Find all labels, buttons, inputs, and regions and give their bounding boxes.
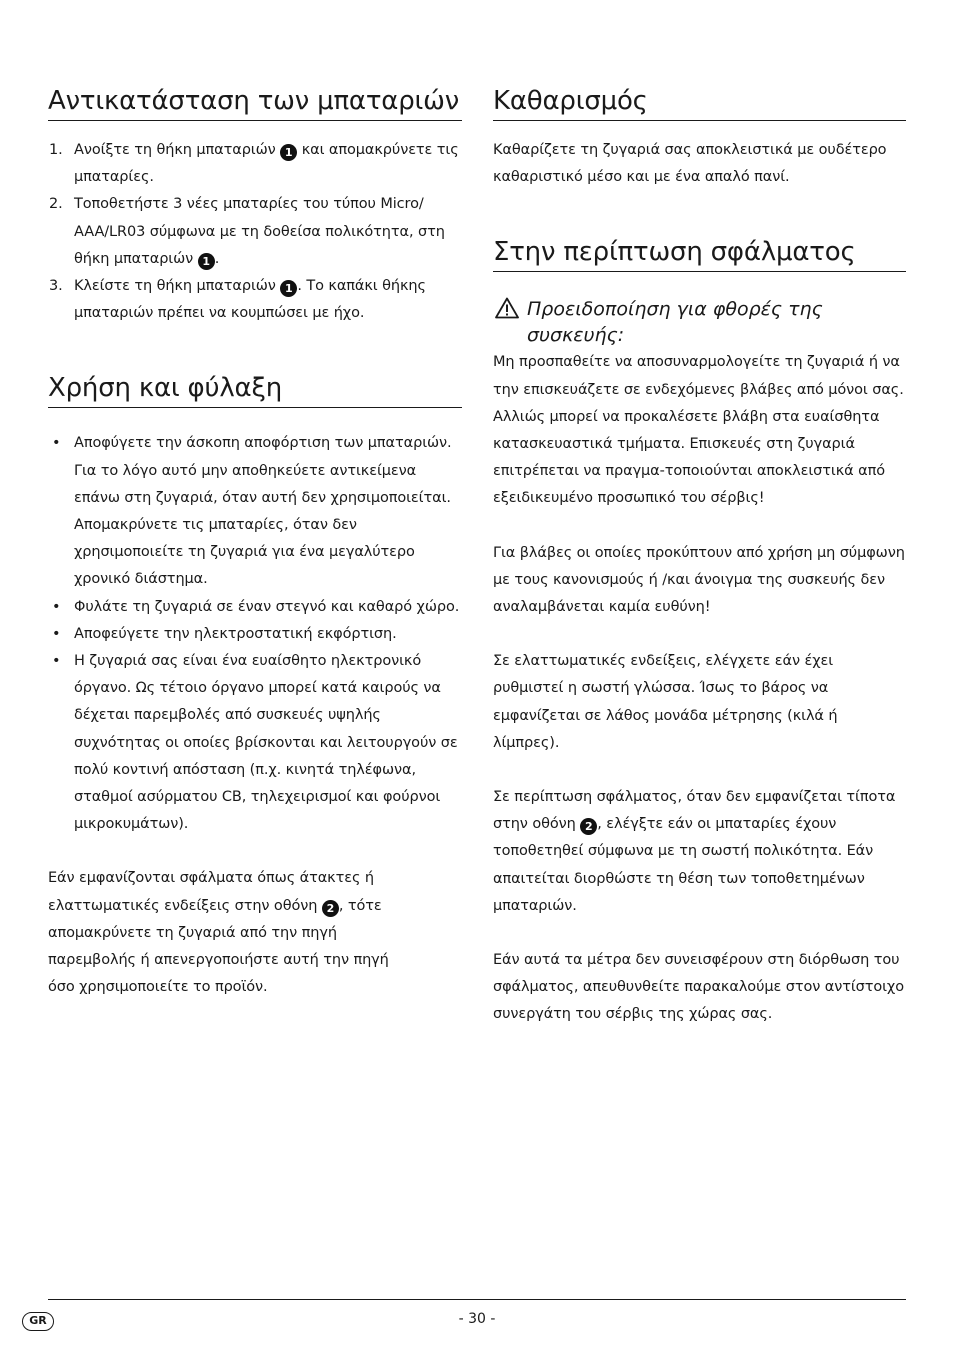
bullet-text: Φυλάτε τη ζυγαριά σε έναν στεγνό και καθαρό χώρο. [74, 598, 460, 615]
page-number: - 30 - [458, 1311, 496, 1327]
step-text: Κλείστε τη θήκη μπαταριών [74, 278, 276, 295]
callout-badge: 2 [580, 818, 597, 835]
warning-title: Προειδοποίηση για φθορές της συσκευής: [527, 298, 823, 347]
list-item [48, 430, 462, 593]
step-text: Ανοίξτε τη θήκη μπαταριών [74, 142, 276, 158]
step-number: 2. [49, 196, 63, 213]
battery-steps [48, 137, 462, 327]
callout-badge: 1 [198, 253, 215, 270]
language-paragraph: Σε ελαττωματικές ενδείξεις, ελέγχετε εάν έχει ρυθμιστεί η σωστή γλώσσα. Ίσως το βάρος να εμφανίζεται σε λάθος μονάδα μέτρησης (κιλά ή λίμπρες). [493, 653, 838, 751]
step-text: . Το καπάκι θήκης μπαταριών πρέπει να κουμπώσει με ήχο. [74, 278, 426, 322]
service-paragraph: Εάν αυτά τα μέτρα δεν συνεισφέρουν στη διόρθωση του σφάλματος, απευθυνθείτε παρακαλούμε στον αντίστοιχο συνεργάτη του σέρβις της χώρας σας. [493, 952, 904, 1023]
step-number: 3. [49, 278, 63, 295]
interference-paragraph [48, 865, 408, 1001]
country-badge: GR [22, 1312, 54, 1331]
list-item [48, 273, 462, 327]
right-column [493, 84, 906, 1029]
cleaning-heading: Καθαρισμός [493, 84, 906, 121]
list-item [48, 648, 462, 838]
usage-heading: Χρήση και φύλαξη [48, 371, 462, 408]
usage-bullets [48, 430, 462, 838]
callout-badge: 1 [280, 144, 297, 161]
cleaning-text: Καθαρίζετε τη ζυγαριά σας αποκλειστικά με ουδέτερο καθαριστικό μέσο και με ένα απαλό πανί. [493, 142, 887, 186]
step-text: και απομακρύνετε τις μπαταρίες. [74, 142, 459, 186]
left-column [48, 84, 462, 1001]
callout-badge: 1 [280, 280, 297, 297]
list-item [48, 191, 462, 273]
bullet-glyph: • [52, 435, 61, 452]
paragraph-text: Εάν εμφανίζονται σφάλματα όπως άτακτες ή ελαττωματικές ενδείξεις στην οθόνη [48, 870, 374, 914]
bullet-text: Αποφεύγετε την ηλεκτροστατική εκφόρτιση. [74, 625, 397, 642]
step-text: Τοποθετήστε 3 νέες μπαταρίες του τύπου Micro/ AAA/LR03 σύμφωνα με τη δοθείσα πολικότητα, στη θήκη μπαταριών [74, 196, 445, 267]
warning-text: Μη προσπαθείτε να αποσυναρμολογείτε τη ζυγαριά ή να την επισκευάζετε σε ενδεχόμενες βλάβες από μόνοι σας. Αλλιώς μπορεί να προκαλέσετε βλάβη στα ευαίσθητα κατασκευαστικά τμήματα. Επισκευές στη ζυγαριά επιτρέπεται να πραγμα-τοποιούνται αποκλειστικά από εξειδικευμένο προσωπικό του σέρβις! [493, 354, 904, 507]
error-heading: Στην περίπτωση σφάλματος [493, 235, 906, 272]
bullet-glyph: • [52, 625, 61, 642]
callout-badge: 2 [322, 900, 339, 917]
paragraph-text: , τότε απομακρύνετε τη ζυγαριά από την πηγή παρεμβολής ή απενεργοποιήστε αυτή την πηγή όσο χρησιμοποιείτε το προϊόν. [48, 897, 389, 996]
step-number: 1. [49, 142, 63, 158]
warning-triangle-icon [495, 297, 519, 319]
bullet-glyph: • [52, 598, 61, 615]
footer-divider [48, 1299, 906, 1300]
list-item [48, 594, 462, 621]
warning-heading [493, 296, 906, 348]
bullet-text: Αποφύγετε την άσκοπη αποφόρτιση των μπαταριών. Για το λόγο αυτό μην αποθηκεύετε αντικείμενα επάνω στη ζυγαριά, όταν αυτή δεν χρησιμοποιείται. Απομακρύνετε τις μπαταρίες, όταν δεν χρησιμοποιείτε τη ζυγαριά για ένα μεγαλύτερο χρονικό διάστημα. [74, 435, 452, 588]
step-text: . [214, 250, 220, 267]
battery-heading: Αντικατάσταση των μπαταριών [48, 84, 462, 121]
paragraph-text: , ελέγξτε εάν οι μπαταρίες έχουν τοποθετηθεί σύμφωνα με τη σωστή πολικότητα. Εάν απαιτείται διορθώστε τη θέση των τοποθετημένων μπαταριών. [493, 816, 874, 914]
display-paragraph [493, 784, 906, 920]
list-item [48, 137, 462, 191]
list-item [48, 621, 462, 648]
bullet-text: Η ζυγαριά σας είναι ένα ευαίσθητο ηλεκτρονικό όργανο. Ως τέτοιο όργανο μπορεί κατά καιρούς να δέχεται παρεμβολές από συσκευές υψηλής συχνότητας οι οποίες βρίσκονται και λειτουργούν σε πολύ κοντινή απόσταση (π.χ. κινητά τηλέφωνα, σταθμοί ασύρματου CB, τηλεχειρισμοί και φούρνοι μικροκυμάτων). [74, 653, 458, 833]
liability-paragraph: Για βλάβες οι οποίες προκύπτουν από χρήση μη σύμφωνη με τους κανονισμούς ή /και άνοιγμα της συσκευής δεν αναλαμβάνεται καμία ευθύνη! [493, 544, 905, 616]
bullet-glyph: • [52, 653, 61, 670]
paragraph-text: Σε περίπτωση σφάλματος, όταν δεν εμφανίζεται τίποτα στην οθόνη [493, 789, 896, 833]
